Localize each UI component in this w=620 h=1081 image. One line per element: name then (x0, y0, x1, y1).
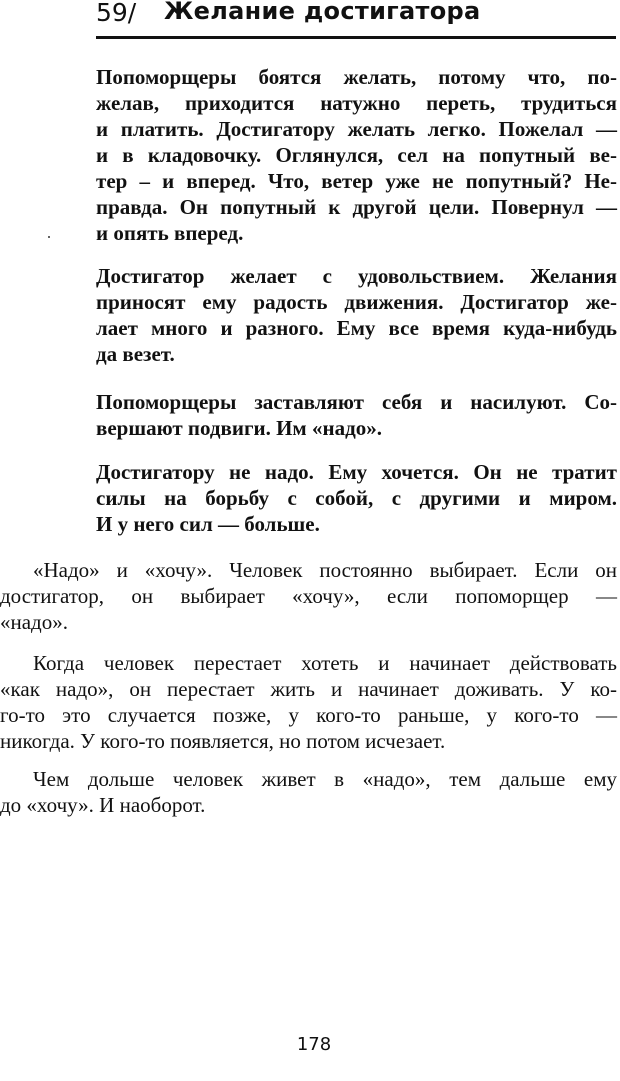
text-line: И у него сил — больше. (96, 512, 320, 536)
margin-mark (48, 236, 50, 238)
text-line: «Надо» и «хочу». Человек постоянно выбирает. Если он (33, 558, 617, 582)
text-line: «надо». (0, 610, 68, 634)
text-line: «как надо», он перестает жить и начинает доживать. У ко- (0, 677, 617, 701)
text-line: Чем дольше человек живет в «надо», тем дальше ему (33, 767, 617, 791)
text-line: желав, приходится натужно переть, трудиться (96, 91, 617, 115)
text-line: го-то это случается позже, у кого-то раньше, у кого-то — (0, 703, 617, 727)
chapter-title: Желание достигатора (164, 0, 481, 25)
text-line: тер – и вперед. Что, ветер уже не попутный? Не- (96, 169, 617, 193)
text-line: лает много и разного. Ему все время куда-нибудь (96, 316, 617, 340)
text-line: Когда человек перестает хотеть и начинает действовать (33, 651, 617, 675)
page-number: 178 (296, 1034, 332, 1055)
text-line: никогда. У кого-то появляется, но потом исчезает. (0, 729, 446, 753)
chapter-header (96, 0, 616, 39)
text-line: приносят ему радость движения. Достигатор же- (96, 290, 617, 314)
text-line: вершают подвиги. Им «надо». (96, 416, 382, 440)
plain-paragraph-2 (0, 650, 617, 754)
plain-paragraph-3 (0, 766, 617, 818)
text-line: силы на борьбу с собой, с другими и миром. (96, 486, 617, 510)
chapter-number: 59/ (96, 0, 137, 27)
plain-paragraph-1 (0, 557, 617, 635)
text-line: и опять вперед. (96, 221, 244, 245)
text-line: Попоморщеры заставляют себя и насилуют. Со- (96, 390, 617, 414)
text-line: да везет. (96, 342, 175, 366)
bold-paragraph-2 (96, 263, 617, 367)
text-line: до «хочу». И наоборот. (0, 793, 206, 817)
text-line: правда. Он попутный к другой цели. Повернул — (96, 195, 617, 219)
text-line: Достигатор желает с удовольствием. Желания (96, 264, 617, 288)
text-line: Попоморщеры боятся желать, потому что, по- (96, 65, 617, 89)
bold-paragraph-3 (96, 389, 617, 441)
text-line: Достигатору не надо. Ему хочется. Он не тратит (96, 460, 617, 484)
bold-paragraph-4 (96, 459, 617, 537)
text-line: достигатор, он выбирает «хочу», если попоморщер — (0, 584, 617, 608)
text-line: и в кладовочку. Оглянулся, сел на попутный ве- (96, 143, 617, 167)
bold-paragraph-1 (96, 64, 617, 246)
text-line: и платить. Достигатору желать легко. Пожелал — (96, 117, 617, 141)
